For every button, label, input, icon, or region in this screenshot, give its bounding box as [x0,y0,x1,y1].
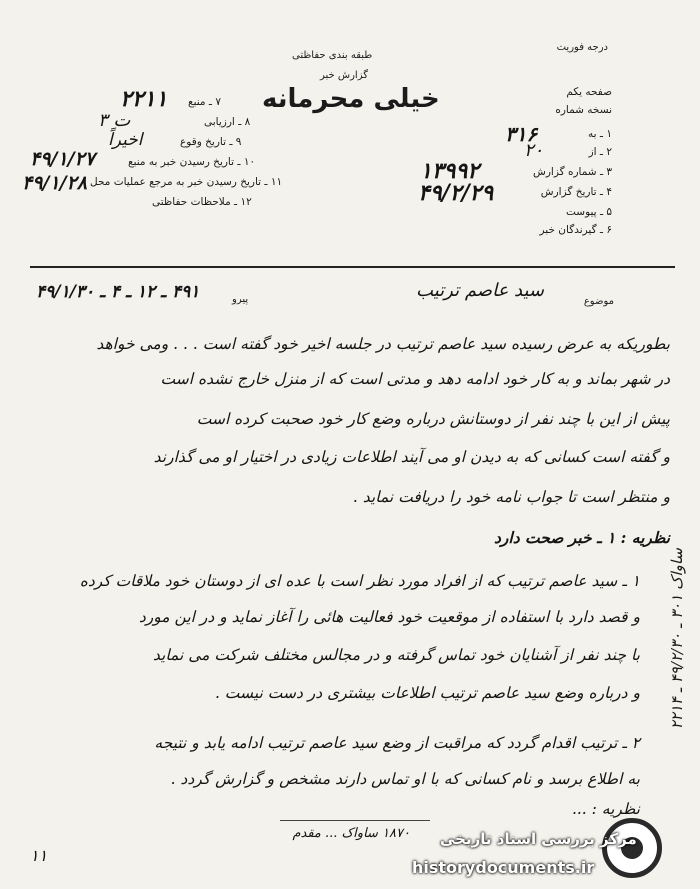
body-line: در شهر بماند و به کار خود ادامه دهد و مدتی است که از منزل خارج نشده است [160,370,670,388]
right-field-recipients: ۶ ـ گیرندگان خبر [539,224,612,236]
right-field-page: صفحه یکم [566,86,612,98]
stamp-underline [280,820,430,821]
header-divider [30,266,675,268]
watermark-english: historydocuments.ir [412,858,595,877]
body-line: و درباره وضع سید عاصم ترتیب اطلاعات بیشتری در دست نیست . [214,684,640,702]
classification-value: خیلی محرمانه [262,84,440,114]
hw-evaluation: ت ۳ [98,110,131,131]
body-line: و منتظر است تا جواب نامه خود را دریافت نماید . [352,488,670,506]
body-line: ۱۸۷۰ ساواک ... مقدم [292,826,410,841]
right-field-to: ۱ ـ به [588,128,612,140]
left-field-date-source: ۱۰ ـ تاریخ رسیدن خبر به منبع [128,156,256,168]
hw-to-value: ۳۱۶ [505,122,538,146]
body-line: و گفته است کسانی که به دیدن او می آیند اطلاعات زیادی در اختیار او می گذارند [153,448,670,466]
right-field-from: ۲ ـ از [588,146,612,158]
hw-date-ops: ۴۹/۱/۲۸ [22,172,87,194]
left-field-date-ops: ۱۱ ـ تاریخ رسیدن خبر به مرجع عملیات محل [90,176,283,188]
body-line: بطوریکه به عرض رسیده سید عاصم ترتیب در جلسه اخیر خود گفته است . . . ومی خواهد [96,335,670,353]
left-field-occurrence: ۹ ـ تاریخ وقوع [180,136,242,148]
body-line: نظریه : ۱ ـ خبر صحت دارد [494,528,670,547]
margin-note: ساواک ۳۰۱ ـ ۴۹/۲/۳۰ ـ ۲۲۱۴ [668,548,686,730]
body-line: و قصد دارد با استفاده از موقعیت خود فعالیت هائی را آغاز نماید و در این مورد [138,608,640,626]
ref-label: پیرو [232,294,249,305]
watermark-persian: مرکز بررسی اسناد تاریخی [440,830,637,848]
left-field-source: ۷ ـ منبع [188,96,221,108]
left-field-evaluation: ۸ ـ ارزیابی [204,116,251,128]
hw-date-source: ۴۹/۱/۲۷ [30,148,95,170]
subject-value: سید عاصم ترتیب [416,280,544,301]
hw-occurrence: اخیراً [108,130,143,150]
body-line: با چند نفر از آشنایان خود تماس گرفته و در مجالس مختلف شرکت می نماید [152,646,640,664]
ref-value: ۴۹۱ ـ ۱۲ ـ ۴ ـ ۴۹/۱/۳۰ [36,282,200,302]
hw-report-date: ۴۹/۲/۲۹ [418,180,494,206]
body-line: ۲ ـ ترتیب اقدام گردد که مراقبت از وضع سید عاصم ترتیب ادامه یابد و نتیجه [154,734,640,752]
logo-icon [602,818,662,878]
body-line: نظریه : ... [571,800,640,818]
right-field-report-date: ۴ ـ تاریخ گزارش [540,186,612,198]
body-line: به اطلاع برسد و نام کسانی که با او تماس دارند مشخص و گزارش گردد . [170,770,640,788]
priority-label: درجه فوریت [556,42,608,53]
classification-label: طبقه بندی حفاظتی [292,50,373,61]
left-field-security-notes: ۱۲ ـ ملاحظات حفاظتی [152,196,252,208]
right-field-copy: نسخه شماره [555,104,612,116]
right-field-report-no: ۳ ـ شماره گزارش [533,166,612,178]
subject-label: موضوع [583,296,614,307]
report-label: گزارش خبر [320,70,368,81]
hw-report-no: ۱۳۹۹۲ [420,158,480,184]
bottom-left-mark: ۱۱ [30,846,48,865]
body-line: پیش از این با چند نفر از دوستانش درباره وضع کار خود صحبت کرده است [196,410,670,428]
hw-from-value: ۲۰ [524,140,544,161]
right-field-attachment: ۵ ـ پیوست [565,206,612,218]
body-line: ۱ ـ سید عاصم ترتیب که از افراد مورد نظر است با عده ای از دوستان خود ملاقات کرده [79,572,640,590]
hw-source-no: ۲۲۱۱ [120,86,168,112]
